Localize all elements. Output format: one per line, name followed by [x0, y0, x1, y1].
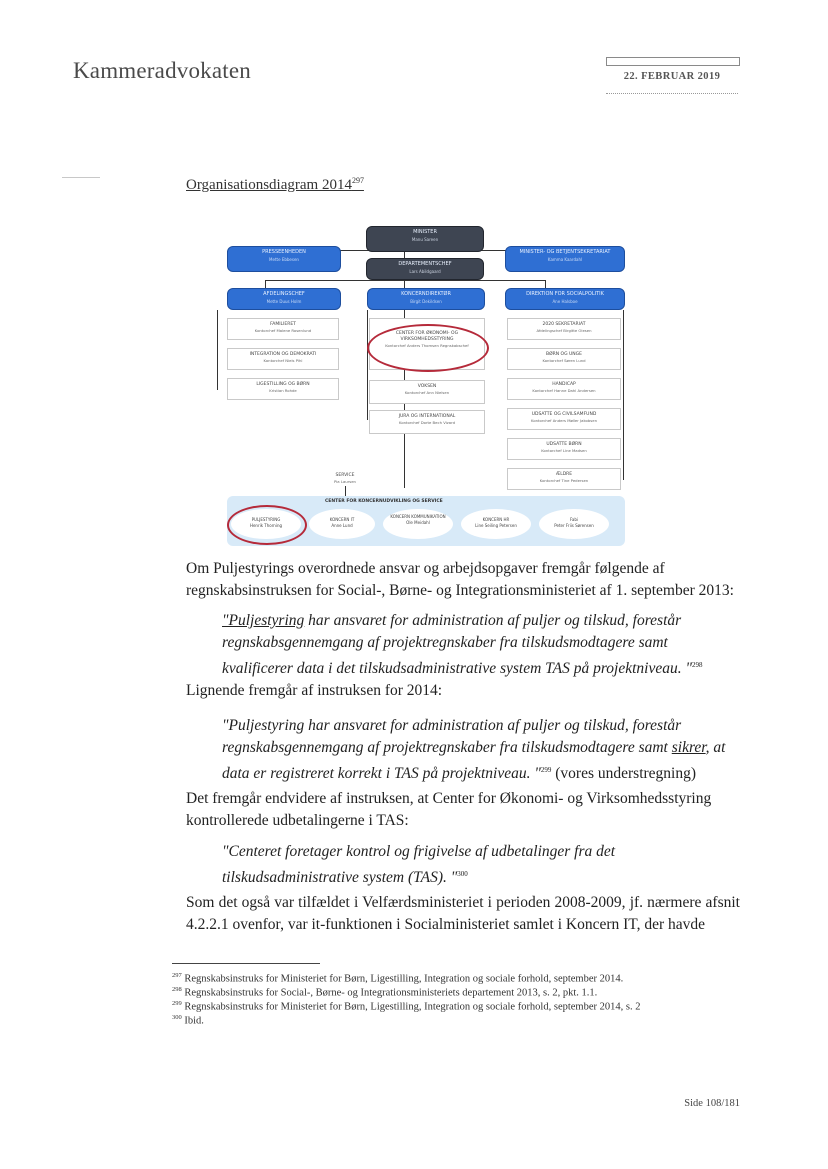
org-unit: [507, 438, 621, 460]
org-unit-title: UDSATTE BØRN: [546, 442, 582, 447]
org-unit-title: JURA OG INTERNATIONAL: [398, 414, 456, 419]
paragraph: Det fremgår endvidere af instruksen, at Center for Økonomi- og Virksomhedsstyring kontrollerede udbetalingerne i TAS:: [186, 790, 712, 829]
header-rule: [606, 93, 738, 94]
margin-mark: [62, 177, 100, 178]
org-unit-title: VOKSEN: [417, 384, 437, 389]
quote-text: "Centeret foretager kontrol og frigivelse af udbetalinger fra det tilskudsadministrative system (TAS). ": [222, 843, 616, 887]
org-box-sub: Lars Abildgaard: [409, 269, 441, 274]
service-unit: [309, 509, 375, 539]
org-box-col1-head: [227, 288, 341, 310]
org-unit-title: HANDICAP: [552, 382, 576, 387]
quote: [222, 715, 740, 785]
org-box-title: MINISTER: [413, 229, 437, 235]
org-box-sub: Ane Halsboe: [552, 299, 578, 304]
org-unit-title: UDSATTE OG CIVILSAMFUND: [531, 412, 597, 417]
org-unit-sub: Peter Friis Sørensen: [554, 523, 594, 528]
footnote-number: 300: [172, 1014, 182, 1021]
org-unit: [507, 468, 621, 490]
paragraph: Om Puljestyrings overordnede ansvar og arbejdsopgaver fremgår følgende af regnskabsinstruksen for Social-, Børne- og Integrationsministeriet af 1. september 2013:: [186, 560, 734, 599]
org-unit-title: Fabi: [569, 517, 579, 522]
org-unit-sub: Pia Laursen: [334, 479, 356, 484]
org-box-title: DIREKTION FOR SOCIALPOLITIK: [526, 291, 604, 297]
org-box-permsec: [366, 258, 484, 280]
highlight-circle: [227, 505, 307, 545]
footnote-ref: 298: [692, 661, 703, 669]
org-unit-sub: Kontorchef Søren Lund: [542, 358, 586, 363]
connector-line: [265, 280, 545, 281]
org-box-title: DEPARTEMENTSCHEF: [398, 261, 452, 267]
org-unit-sub: Kristian Rohde: [269, 388, 297, 393]
org-unit: [507, 348, 621, 370]
org-unit-sub: Kontorchef Hanne Dahl Andersen: [532, 388, 596, 393]
org-unit-sub: Henrik Thorning: [249, 523, 283, 528]
org-unit-sub: Afdelingschef Birgitte Olesen: [536, 328, 592, 333]
org-unit-service: [315, 470, 375, 486]
org-unit-title: 2020 SEKRETARIAT: [542, 322, 586, 327]
org-unit-sub: Line Seiling Petersen: [475, 523, 517, 528]
connector-line: [217, 310, 218, 390]
org-box-sub: Mette Ebbesen: [269, 257, 299, 262]
firm-logo: Kammeradvokaten: [73, 58, 251, 83]
connector-line: [545, 280, 546, 288]
org-box-title: KONCERNDIREKTØR: [401, 291, 451, 297]
org-unit: [507, 318, 621, 340]
org-unit-title: CENTER FOR ØKONOMI- OG VIRKSOMHEDSSTYRING: [395, 331, 459, 342]
footnote-number: 299: [172, 1000, 182, 1007]
service-unit: [539, 509, 609, 539]
quote-text: "Puljestyring har ansvaret for administration af puljer og tilskud, forestår regnskabsgennemgang af projektregnskaber fra tilskudsmodtagere samt: [222, 717, 682, 756]
footnote-text: Ibid.: [184, 1015, 204, 1027]
org-unit-sub: Kontorchef Anders Thomsen Regnskabschef: [385, 343, 469, 348]
org-unit-sub: Kontorchef Ann Nielsen: [404, 390, 450, 395]
service-unit: [461, 509, 531, 539]
org-box-col2-head: [367, 288, 485, 310]
org-unit: [227, 348, 339, 370]
org-unit-title: KONCERN HR: [482, 517, 510, 522]
org-unit: [507, 408, 621, 430]
org-unit-title: SERVICE: [335, 473, 355, 478]
org-box-sub: Birgit Dekildsen: [410, 299, 442, 304]
org-unit-sub: Kontorchef Malene Rosenlund: [254, 328, 312, 333]
section-title-text: Organisationsdiagram 2014: [186, 177, 352, 193]
footnote-text: Regnskabsinstruks for Ministeriet for Børn, Ligestilling, Integration og sociale forhold, september 2014.: [184, 973, 624, 985]
footnote-ref: 297: [351, 176, 364, 185]
footnote: [172, 1011, 732, 1029]
org-unit-sub: Kontorchef Tine Pedersen: [539, 478, 589, 483]
header-date: 22. FEBRUAR 2019: [623, 71, 721, 82]
org-box-sub: Manu Sareen: [411, 237, 439, 242]
quote-text: har ansvaret for administration af puljer og tilskud, forestår regnskabsgennemgang af projektregnskaber fra tilskudsmodtagere samt kvalificerer data i det tilskudsadministrative system TAS på projektniveau. ": [222, 612, 692, 678]
org-unit-title: BØRN OG UNGE: [545, 352, 582, 357]
org-unit-sub: Kontorchef Line Madsen: [541, 448, 587, 453]
footnote-number: 298: [172, 986, 182, 993]
quote: [222, 610, 740, 680]
footnote-ref: 300: [457, 870, 468, 878]
connector-line: [623, 310, 624, 480]
org-unit-sub: Kontorchef Anders Møller Jakobsen: [531, 418, 597, 423]
quote-note: (vores understregning): [551, 765, 697, 783]
org-unit-title: FAMILIERET: [270, 322, 296, 327]
header-box: [606, 57, 740, 66]
org-unit-sub: Ole Meidahl: [406, 520, 430, 525]
org-box-title: PRESSEENHEDEN: [262, 249, 306, 255]
org-unit-sub: Anne Lund: [331, 523, 353, 528]
org-box-minister-secretariat: [505, 246, 625, 272]
footnote-rule: [172, 963, 320, 964]
footnote-ref: 299: [540, 766, 552, 774]
org-unit-sub: Kontorchef Niels Pihl: [263, 358, 303, 363]
org-unit-title: PULJESTYRING: [251, 517, 281, 522]
service-center-title: CENTER FOR KONCERNUDVIKLING OG SERVICE: [325, 499, 443, 504]
org-box-sub: Kamma Kaardahl: [547, 257, 583, 262]
org-unit-title: LIGESTILLING OG BØRN: [256, 382, 310, 387]
highlight-circle: [367, 324, 489, 372]
paragraph: Lignende fremgår af instruksen for 2014:: [186, 682, 443, 699]
org-unit: [227, 318, 339, 340]
footnote-number: 297: [172, 972, 182, 979]
connector-line: [367, 310, 368, 420]
org-unit-title: KONCERN KOMMUNIKATION: [390, 514, 446, 519]
page-number: Side 108/181: [684, 1098, 740, 1109]
paragraph: Som det også var tilfældet i Velfærdsministeriet i perioden 2008-2009, jf. nærmere afsnit 4.2.2.1 ovenfor, var it-funktionen i Socialministeriet samlet i Koncern IT, der havde: [186, 894, 740, 933]
org-unit-title: KONCERN IT: [329, 517, 355, 522]
org-unit-sub: Kontorchef Dorte Bech Vizard: [399, 420, 455, 425]
org-unit-title: INTEGRATION OG DEMOKRATI: [249, 352, 317, 357]
org-chart: [185, 220, 625, 545]
connector-line: [265, 280, 266, 288]
quote-text: , at data er registreret korrekt i TAS på projektniveau. ": [222, 739, 726, 783]
quote-underlined: sikrer: [671, 739, 706, 756]
org-unit: [369, 410, 485, 434]
org-box-sub: Mette Duus Holm: [266, 299, 302, 304]
org-box-title: AFDELINGSCHEF: [263, 291, 305, 297]
quote-underlined: "Puljestyring: [222, 612, 305, 629]
footnote-text: Regnskabsinstruks for Ministeriet for Børn, Ligestilling, Integration og sociale forhold, september 2014, s. 2: [184, 1001, 641, 1013]
org-unit: [227, 378, 339, 400]
org-unit-title: ÆLDRE: [555, 472, 573, 477]
service-unit: [383, 509, 453, 539]
org-unit: [507, 378, 621, 400]
quote: [222, 841, 740, 889]
org-box-minister: [366, 226, 484, 252]
org-box-col3-head: [505, 288, 625, 310]
footnote-text: Regnskabsinstruks for Social-, Børne- og Integrationsministeriets departement 2013, s. 2, pkt. 1.1.: [184, 987, 598, 999]
org-unit: [369, 380, 485, 404]
section-title: [186, 176, 364, 194]
org-box-press: [227, 246, 341, 272]
org-box-title: MINISTER- OG BETJENTSEKRETARIAT: [519, 249, 611, 255]
